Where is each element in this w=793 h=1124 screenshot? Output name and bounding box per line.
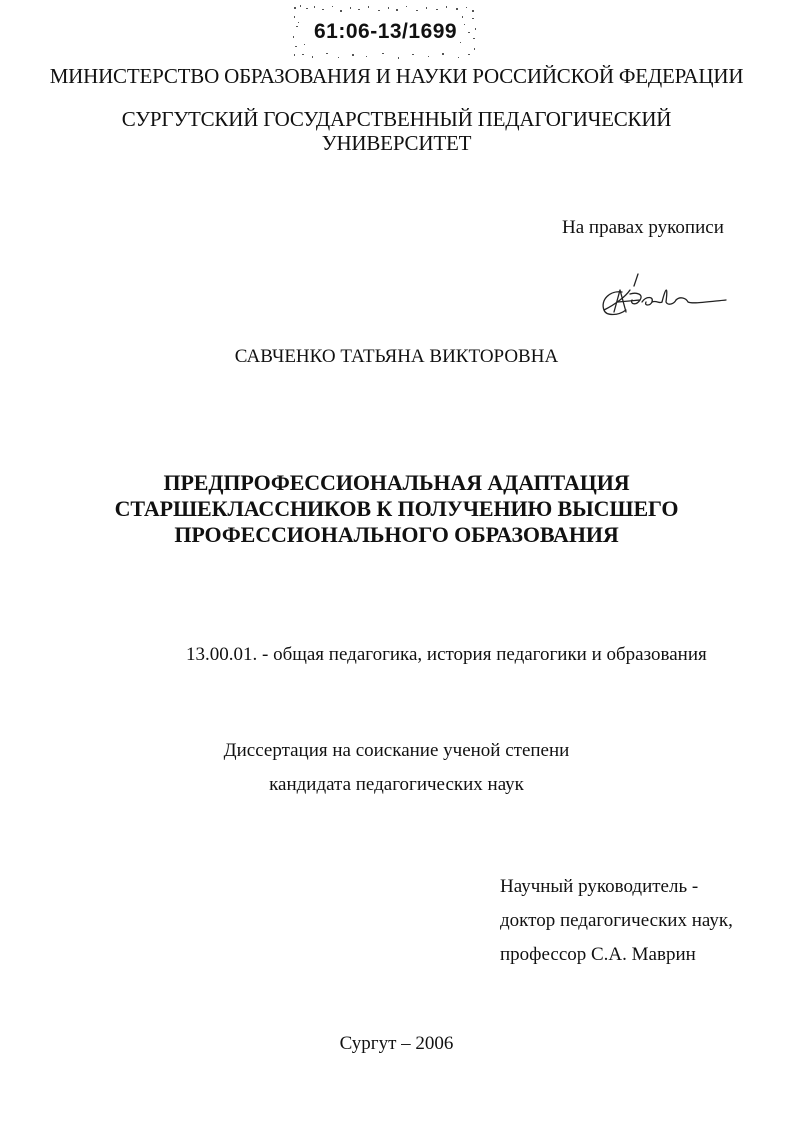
author-name: САВЧЕНКО ТАТЬЯНА ВИКТОРОВНА <box>234 346 559 367</box>
title-line3: ПРОФЕССИОНАЛЬНОГО ОБРАЗОВАНИЯ <box>174 522 619 547</box>
library-stamp <box>292 4 478 64</box>
specialty-code: 13.00.01. - общая педагогика, история педагогики и образования <box>186 644 707 665</box>
university-name-line2: УНИВЕРСИТЕТ <box>321 131 472 155</box>
supervisor-line2: доктор педагогических наук, <box>500 910 733 931</box>
university-name <box>0 107 793 155</box>
title-line2: СТАРШЕКЛАССНИКОВ К ПОЛУЧЕНИЮ ВЫСШЕГО <box>114 496 679 521</box>
supervisor-line3: профессор С.А. Маврин <box>500 944 696 965</box>
stamp-number: 61:06-13/1699 <box>314 20 458 43</box>
scientific-supervisor <box>500 870 733 972</box>
university-name-line1: СУРГУТСКИЙ ГОСУДАРСТВЕННЫЙ ПЕДАГОГИЧЕСКИЙ <box>121 107 672 131</box>
manuscript-rights-note: На правах рукописи <box>562 217 724 238</box>
title-line1: ПРЕДПРОФЕССИОНАЛЬНАЯ АДАПТАЦИЯ <box>163 470 630 495</box>
author-signature <box>596 270 736 326</box>
place-and-year: Сургут – 2006 <box>339 1033 454 1054</box>
signature-icon <box>596 270 736 326</box>
dissertation-title <box>0 470 793 548</box>
ministry-name: МИНИСТЕРСТВО ОБРАЗОВАНИЯ И НАУКИ РОССИЙСКОЙ ФЕДЕРАЦИИ <box>49 64 744 88</box>
supervisor-line1: Научный руководитель - <box>500 876 699 897</box>
degree-line1: Диссертация на соискание ученой степени <box>223 740 570 761</box>
degree-line2: кандидата педагогических наук <box>269 774 524 795</box>
